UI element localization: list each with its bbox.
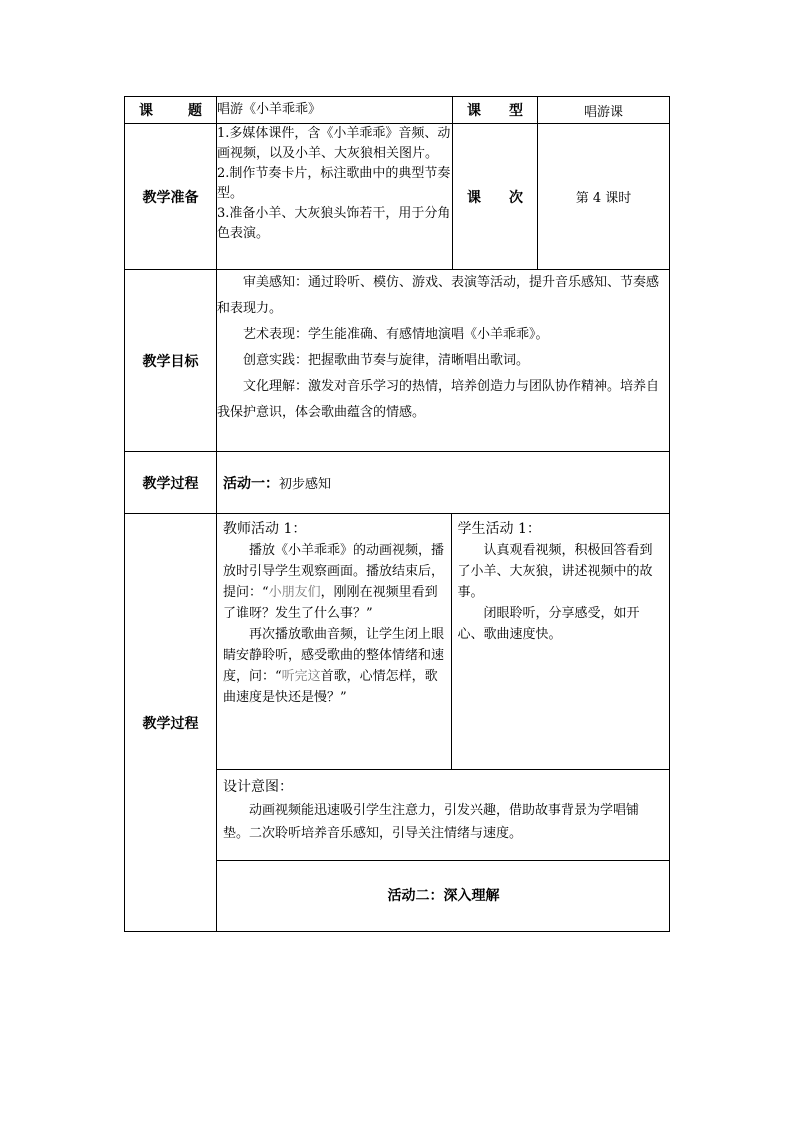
design-intent-title: 设计意图： xyxy=(223,778,293,795)
teacher-activity xyxy=(217,514,451,769)
activity-1-header xyxy=(217,452,670,514)
prep-line-1: 1.多媒体课件，含《小羊乖乖》音频、动画视频，以及小羊、大灰狼相关图片。 xyxy=(217,126,451,161)
process-label-1: 教学过程 xyxy=(125,452,217,514)
design-intent-text: 动画视频能迅速吸引学生注意力，引发兴趣，借助故事背景为学唱铺垫。二次聆听培养音乐感知，引导关注情绪与速度。 xyxy=(223,802,640,841)
activity-1-title: 活动一： xyxy=(223,475,279,492)
goal-culture: 文化理解：激发对音乐学习的热情，培养创造力与团队协作精神。培养自我保护意识，体会歌曲蕴含的情感。 xyxy=(217,379,660,420)
process-label-2: 教学过程 xyxy=(125,514,217,932)
type-label: 课 型 xyxy=(453,97,538,124)
teacher-paragraph-1: 播放《小羊乖乖》的动画视频，播放时引导学生观察画面。播放结束后，提问：“小朋友们，刚刚在视频里看到了谁呀？发生了什么事？” xyxy=(223,543,445,621)
lesson-plan-table xyxy=(124,96,670,932)
goal-aesthetic: 审美感知：通过聆听、模仿、游戏、表演等活动，提升音乐感知、节奏感和表现力。 xyxy=(217,275,660,316)
activity-1-name: 初步感知 xyxy=(279,476,332,492)
activity-2-title: 活动二：深入理解 xyxy=(387,888,500,905)
topic-label: 课 题 xyxy=(125,97,217,124)
student-activity xyxy=(451,514,670,769)
topic-value: 唱游《小羊乖乖》 xyxy=(217,97,453,124)
goal-expression: 艺术表现：学生能准确、有感情地演唱《小羊乖乖》。 xyxy=(243,327,549,342)
session-label: 课 次 xyxy=(453,124,538,270)
prep-line-2: 2.制作节奏卡片，标注歌曲中的典型节奏型。 xyxy=(217,166,451,201)
student-paragraph-1: 认真观看视频，积极回答看到了小羊、大灰狼，讲述视频中的故事。 xyxy=(457,543,653,600)
prep-content xyxy=(217,124,453,270)
goal-creative: 创意实践：把握歌曲节奏与旋律，清晰唱出歌词。 xyxy=(243,353,530,368)
goals-content xyxy=(217,270,670,452)
student-paragraph-2: 闭眼聆听，分享感受，如开心、歌曲速度快。 xyxy=(457,606,640,642)
prep-label: 教学准备 xyxy=(125,124,217,270)
type-value: 唱游课 xyxy=(538,97,670,124)
teacher-activity-title: 教师活动 1： xyxy=(223,521,307,537)
process-content xyxy=(217,514,670,932)
prep-line-3: 3.准备小羊、大灰狼头饰若干，用于分角色表演。 xyxy=(217,206,451,241)
activity-split xyxy=(217,514,670,930)
session-value: 第 4 课时 xyxy=(538,124,670,270)
student-activity-title: 学生活动 1： xyxy=(457,521,541,537)
design-intent xyxy=(217,769,670,860)
teacher-paragraph-2: 再次播放歌曲音频，让学生闭上眼睛安静聆听，感受歌曲的整体情绪和速度，问：“听完这首歌，心情怎样，歌曲速度是快还是慢？” xyxy=(223,627,445,705)
goals-label: 教学目标 xyxy=(125,270,217,452)
